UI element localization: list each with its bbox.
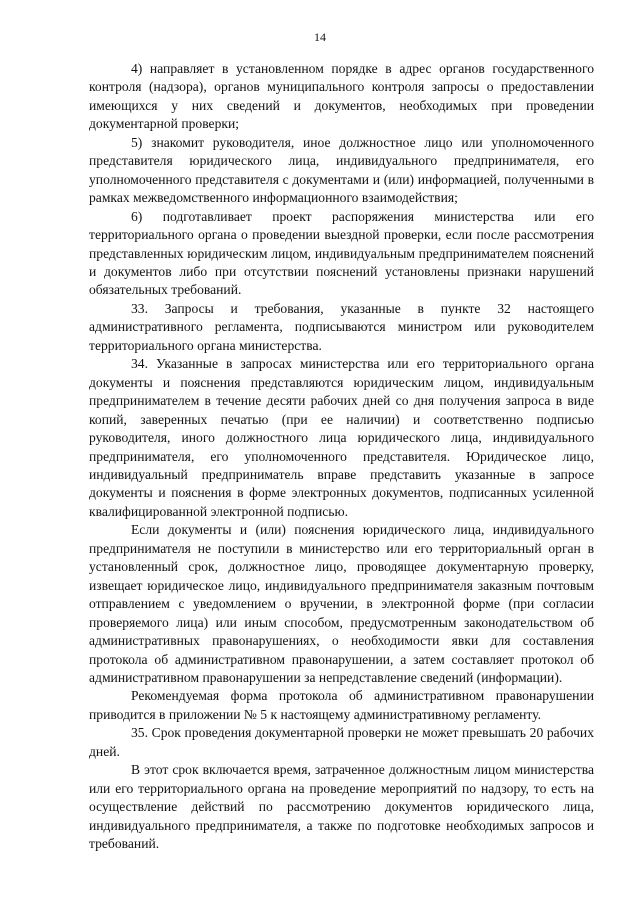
paragraph-clause-34-missing-documents: Если документы и (или) пояснения юридического лица, индивидуального предпринимателя не поступили в министерство или его территориальный орган в установленный срок, должностное лицо, проводящее документарную проверку, извещает юридическое лицо, индивидуального предпринимателя заказным почтовым отправлением с уведомлением о вручении, в электронной форме (при согласии проверяемого лица) или иным способом, предусмотренным законодательством об административных правонарушениях, о необходимости явки для составления протокола об административном правонарушении, а затем составляет протокол об административном правонарушении за непредставление сведений (информации). [89,522,594,685]
document-body [89,60,594,853]
paragraph-clause-35: 35. Срок проведения документарной проверки не может превышать 20 рабочих дней. [89,725,594,759]
paragraph-clause-33: 33. Запросы и требования, указанные в пункте 32 настоящего административного регламента, подписываются министром или руководителем территориального органа министерства. [89,300,594,353]
page-number: 14 [314,30,326,44]
paragraph-item-4: 4) направляет в установленном порядке в адрес органов государственного контроля (надзора), органов муниципального контроля запросы о предоставлении имеющихся у них сведений и документов, необходимых при проведении документарной проверки; [89,61,594,132]
paragraph-item-5: 5) знакомит руководителя, иное должностное лицо или уполномоченного представителя юридического лица, индивидуального предпринимателя, его уполномоченного представителя с документами и (или) информацией, полученными в рамках межведомственного информационного взаимодействия; [89,134,594,206]
paragraph-clause-35-included-time: В этот срок включается время, затраченное должностным лицом министерства или его территориального органа на проведение мероприятий по надзору, то есть на осуществление действий по рассмотрению документов юридического лица, индивидуального предпринимателя, а также по подготовке необходимых запросов и требований. [89,762,594,852]
paragraph-item-6: 6) подготавливает проект распоряжения министерства или его территориального органа о проведении выездной проверки, если после рассмотрения представленных юридическим лицом, индивидуальным предпринимателем пояснений и документов либо при отсутствии пояснений установлены признаки нарушений обязательных требований. [89,208,594,298]
paragraph-clause-34-protocol-form: Рекомендуемая форма протокола об административном правонарушении приводится в приложении № 5 к настоящему административному регламенту. [89,688,594,722]
paragraph-clause-34: 34. Указанные в запросах министерства или его территориального органа документы и пояснения представляются юридическим лицом, индивидуальным предпринимателем в течение десяти рабочих дней со дня получения запроса в виде копий, заверенных печатью (при ее наличии) и соответственно подписью руководителя, иного должностного лица юридического лица, индивидуального предпринимателя, его уполномоченного представителя. Юридическое лицо, индивидуальный предприниматель вправе представить указанные в запросе документы и пояснения в форме электронных документов, подписанных усиленной квалифицированной электронной подписью. [89,356,594,519]
